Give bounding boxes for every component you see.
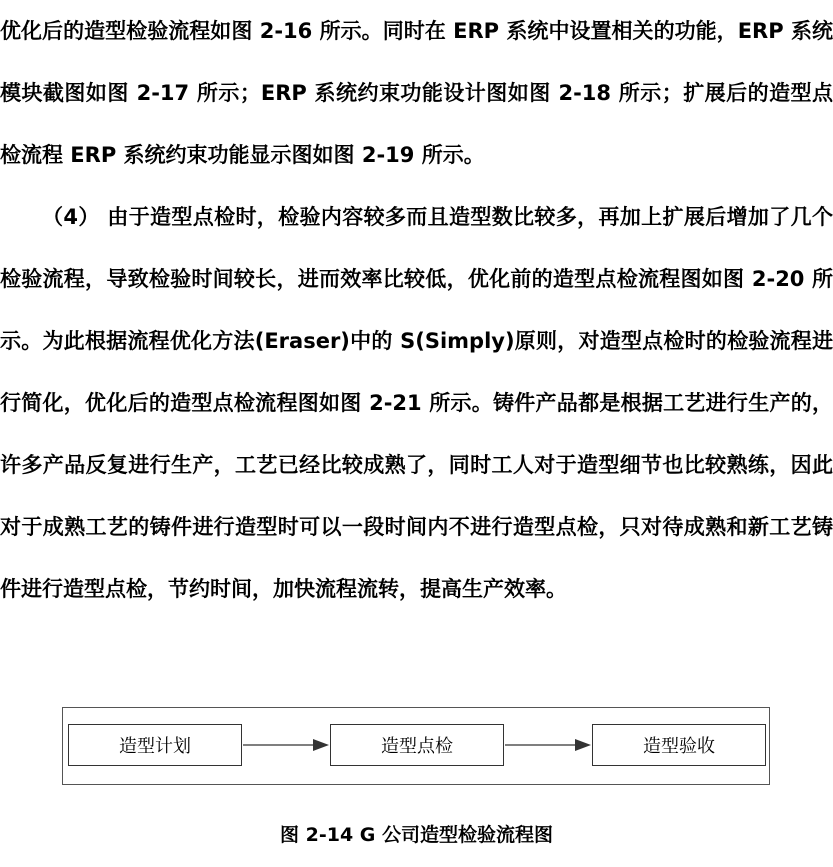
arrow-right-icon [243, 735, 329, 755]
arrow-right-icon [505, 735, 591, 755]
paragraph-1: 优化后的造型检验流程如图 2-16 所示。同时在 ERP 系统中设置相关的功能，ERP 系统模块截图如图 2-17 所示；ERP 系统约束功能设计图如图 2-18 所示；扩展后的造型点检流程 ERP 系统约束功能显示图如图 2-19 所示。 [0, 19, 833, 167]
paragraph-2: （4） 由于造型点检时，检验内容较多而且造型数比较多，再加上扩展后增加了几个检验流程，导致检验时间较长，进而效率比较低，优化前的造型点检流程图如图 2-20 所示。为此根据流程优化方法(Eraser)中的 S(Simply)原则，对造型点检时的检验流程进行简化，优化后的造型点检流程图如图 2-21 所示。铸件产品都是根据工艺进行生产的，许多产品反复进行生产，工艺已经比较成熟了，同时工人对于造型细节也比较熟练，因此对于成熟工艺的铸件进行造型时可以一段时间内不进行造型点检，只对待成熟和新工艺铸件进行造型点检，节约时间，加快流程流转，提高生产效率。 [0, 205, 833, 601]
flow-step-accept: 造型验收 [592, 724, 766, 766]
flow-step-inspect: 造型点检 [330, 724, 504, 766]
flow-step-plan: 造型计划 [68, 724, 242, 766]
flowchart-figure [62, 707, 770, 785]
figure-caption: 图 2-14 G 公司造型检验流程图 [280, 824, 553, 846]
